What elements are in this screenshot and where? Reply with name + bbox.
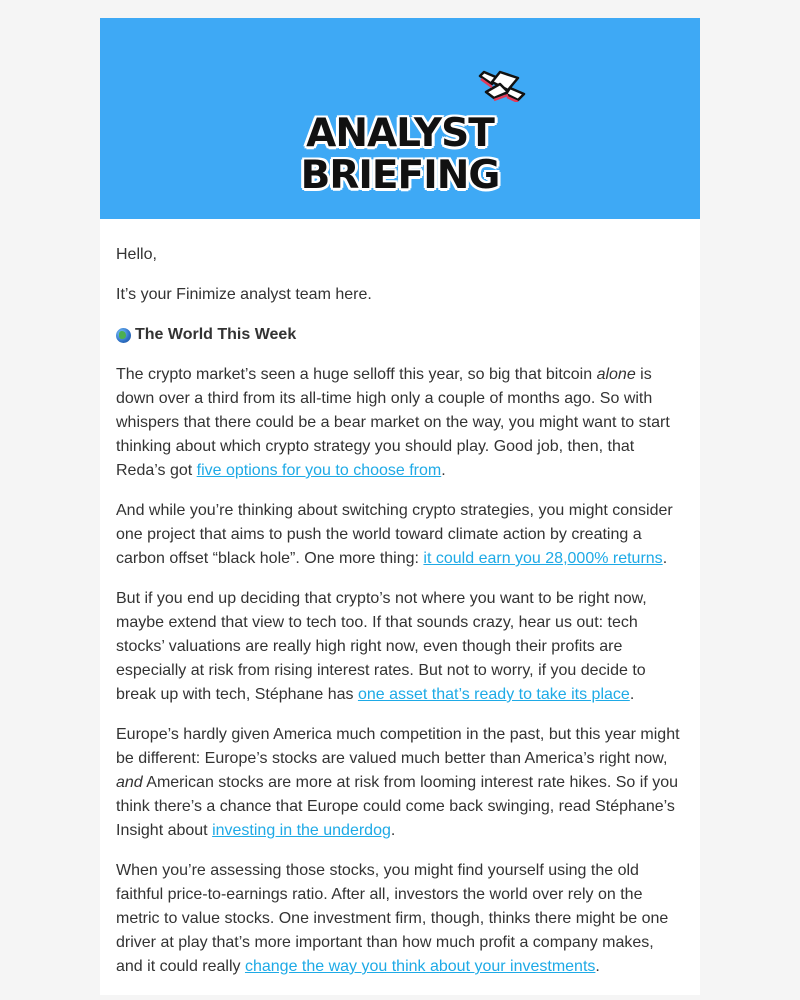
article-link[interactable]: it could earn you 28,000% returns <box>423 550 663 567</box>
body-paragraph <box>116 859 684 979</box>
emphasis-text: and <box>116 774 143 791</box>
paragraphs <box>116 363 684 979</box>
greeting: Hello, <box>116 246 157 263</box>
body-paragraph <box>116 363 684 483</box>
paragraph-text: But if you end up deciding that crypto’s not where you want to be right now, maybe extend that view to tech too. If that sounds crazy, hear us out: tech stocks’ valuations are really high right now, even though their profits are especially at risk from rising interest rates. But not to worry, if you decide to break up with tech, Stéphane has <box>116 590 647 703</box>
finimize-logo-icon <box>478 68 526 102</box>
section-heading <box>116 323 684 347</box>
paragraph-text: And while you’re thinking about switching crypto strategies, you might consider one project that aims to push the world toward climate action by creating a carbon offset “black hole”. One more thing: <box>116 502 673 567</box>
paragraph-text: . <box>441 462 446 479</box>
paragraph-text: . <box>390 822 396 839</box>
logo-line-1: ANALYST <box>306 111 494 156</box>
paragraph-text: When you’re assessing those stocks, you might find yourself using the old faithful price-to-earnings ratio. After all, investors the world over rely on the metric to value stocks. One investment firm, though, thinks there might be one driver at play that’s more important than how much profit a company makes, and it could really <box>116 862 669 975</box>
section-title: The World This Week <box>135 326 297 343</box>
paragraph-text: is down over a third from its all-time high only a couple of months ago. So with whispers that there could be a bear market on the way, you might want to start thinking about which crypto strategy you should play. Good job, then, that Reda’s got <box>116 366 670 479</box>
body-paragraph <box>116 587 684 707</box>
logo-line-2: BRIEFING <box>300 153 500 198</box>
paragraph-text: American stocks are more at risk from looming interest rate hikes. So if you think there’s a chance that Europe could come back swinging, read Stéphane’s Insight about <box>116 774 679 839</box>
article-link[interactable]: investing in the underdog <box>212 822 391 839</box>
paragraph-text: The crypto market’s seen a huge selloff this year, so big that bitcoin <box>116 366 597 383</box>
body-paragraph <box>116 499 684 571</box>
header-banner <box>100 18 700 219</box>
article-link[interactable]: five options for you to choose from <box>196 462 442 479</box>
article-link[interactable]: one asset that’s ready to take its place <box>357 686 630 703</box>
article-link[interactable]: change the way you think about your investments <box>244 958 596 975</box>
paragraph-text: . <box>595 958 600 975</box>
paragraph-text: . <box>662 550 668 567</box>
body-paragraph <box>116 723 684 843</box>
globe-icon <box>116 328 131 343</box>
email-card <box>100 18 700 995</box>
analyst-briefing-logo <box>100 113 700 197</box>
paragraph-text: Europe’s hardly given America much competition in the past, but this year might be different: Europe’s stocks are valued much better than America’s right now, <box>116 726 680 767</box>
intro-text: It’s your Finimize analyst team here. <box>116 286 372 303</box>
email-body <box>100 219 700 979</box>
emphasis-text: alone <box>596 366 636 383</box>
paragraph-text: . <box>629 686 635 703</box>
